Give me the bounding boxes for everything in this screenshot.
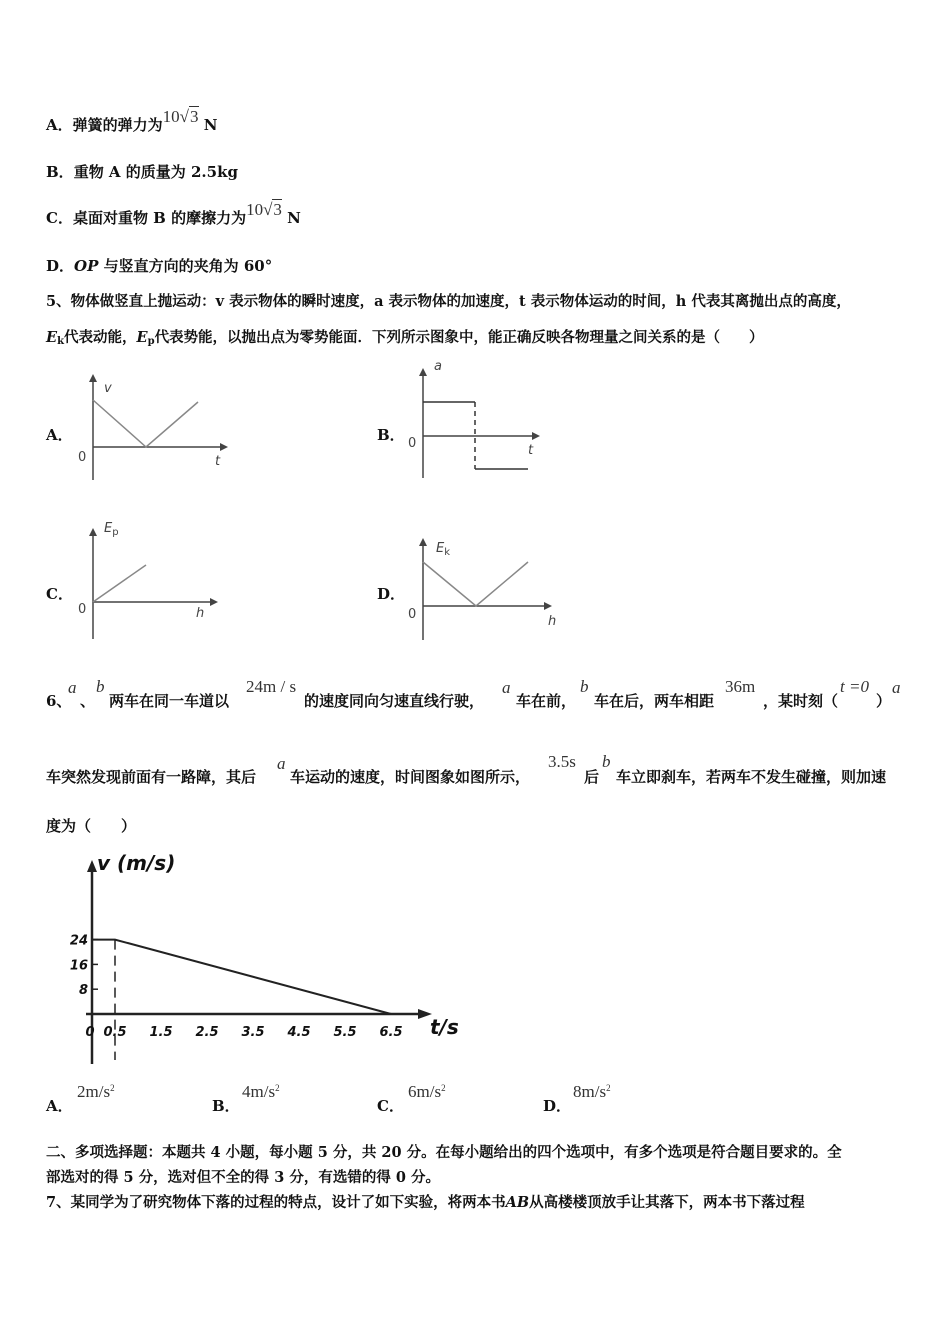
vt-chart xyxy=(60,848,480,1070)
var-b: b xyxy=(602,752,611,771)
symbol: E xyxy=(46,329,58,346)
unit: N xyxy=(287,209,301,227)
symbol-subscript: p xyxy=(147,336,155,347)
question-number: 6、 xyxy=(46,692,72,710)
var-a: a xyxy=(68,678,77,697)
x-axis-arrow xyxy=(544,602,552,610)
q7-stem xyxy=(46,1191,805,1212)
x-tick-label: 0.5 xyxy=(103,1025,127,1040)
var-b: b xyxy=(96,677,105,696)
option-d xyxy=(46,255,272,276)
option-letter: C． xyxy=(377,1097,404,1115)
graph-b xyxy=(402,356,552,481)
separator: 、 xyxy=(80,692,96,710)
y-axis-label: a xyxy=(434,359,442,374)
question-text: 车突然发现前面有一路障，其后 xyxy=(46,768,257,786)
question-text: 车在后，两车相距 xyxy=(594,692,715,710)
x-axis-label: t xyxy=(528,443,534,458)
question-text: 从高楼楼顶放手让其落下，两本书下落过程 xyxy=(529,1194,805,1211)
var-a: a xyxy=(502,678,511,697)
option-text: 弹簧的弹力为 xyxy=(72,116,163,134)
question-text: 代表势能，以抛出点为零势能面．下列所示图象中，能正确反映各物理量之间关系的是（ ） xyxy=(154,329,764,346)
x-tick-label: 2.5 xyxy=(195,1025,219,1040)
y-axis-arrow xyxy=(419,368,427,376)
graph-option-label: C． xyxy=(46,585,73,603)
y-axis-arrow xyxy=(419,538,427,546)
unit: N xyxy=(203,116,218,134)
question-text: 某同学为了研究物体下落的过程的特点，设计了如下实验，将两本书 xyxy=(70,1194,506,1211)
q5-stem-line1 xyxy=(46,290,851,311)
graph-option-label: B． xyxy=(377,426,405,444)
time-value: 3.5s xyxy=(548,752,576,771)
var-a: a xyxy=(277,754,286,773)
graph-line xyxy=(93,565,146,602)
math-expression: 10√3 xyxy=(162,107,199,126)
x-tick-label: 1.5 xyxy=(149,1025,173,1040)
question-text: 的速度同向匀速直线行驶， xyxy=(304,692,485,710)
option-c-value: $6m/s^2$ xyxy=(408,1082,446,1101)
option-letter: B． xyxy=(46,163,74,181)
origin-label: 0 xyxy=(408,607,417,622)
question-text: 车运动的速度，时间图象如图所示， xyxy=(290,768,531,786)
y-axis-label: $E_k$ xyxy=(436,541,451,558)
y-axis-label: v xyxy=(104,381,112,396)
y-axis-arrow xyxy=(89,528,97,536)
segment-label: OP xyxy=(74,257,99,275)
graph-line xyxy=(93,400,198,447)
option-c xyxy=(46,200,301,228)
question-number: 7、 xyxy=(46,1194,71,1211)
x-axis-label: h xyxy=(548,614,557,629)
origin-label: 0 xyxy=(78,450,87,465)
q5-stem-line2 xyxy=(46,326,764,347)
question-number: 5、 xyxy=(46,293,71,310)
option-letter: D． xyxy=(543,1097,572,1115)
symbol-subscript: k xyxy=(57,336,64,347)
graph-a xyxy=(70,372,240,482)
y-tick-label: 16 xyxy=(69,958,88,974)
speed-value: 24m / s xyxy=(246,677,297,696)
question-text: 两车在同一车道以 xyxy=(109,692,230,710)
option-text: 重物 A 的质量为 2.5kg xyxy=(73,163,238,181)
option-letter: A． xyxy=(46,1097,73,1115)
graph-d xyxy=(402,532,567,642)
var-b: b xyxy=(580,677,589,696)
question-text: 代表动能， xyxy=(64,329,137,346)
question-text: 后 xyxy=(584,768,600,786)
x-axis-arrow xyxy=(210,598,218,606)
symbol: E xyxy=(136,329,148,346)
option-letter: A． xyxy=(46,116,73,134)
option-text: 桌面对重物 B 的摩擦力为 xyxy=(72,209,247,227)
var-a: a xyxy=(892,678,901,697)
section-heading: 二、多项选择题：本题共 4 小题，每小题 5 分，共 20 分。在每小题给出的四个选项中，有多个选项是符合题目要求的。全 xyxy=(46,1144,842,1161)
x-tick-label: 6.5 xyxy=(379,1025,403,1040)
option-d-value: $8m/s^2$ xyxy=(573,1082,611,1101)
y-axis-label: v (m/s) xyxy=(97,851,176,875)
x-tick-label: 0 xyxy=(85,1025,95,1040)
velocity-line xyxy=(92,940,391,1014)
option-b xyxy=(46,161,238,182)
x-axis-label: t xyxy=(215,454,221,469)
graph-option-label: D． xyxy=(377,585,406,603)
y-axis-arrow xyxy=(89,374,97,382)
y-tick-label: 8 xyxy=(78,983,88,999)
option-a-value: $2m/s^2$ xyxy=(77,1082,115,1101)
question-text: 车在前， xyxy=(516,692,577,710)
origin-label: 0 xyxy=(408,436,417,451)
graph-line xyxy=(423,562,528,606)
book-label: AB xyxy=(505,1194,530,1211)
question-text: 物体做竖直上抛运动：v 表示物体的瞬时速度，a 表示物体的加速度，t 表示物体运动的时间，h 代表其离抛出点的高度， xyxy=(70,293,851,310)
math-expression: 10√3 xyxy=(246,200,282,219)
option-letter: C． xyxy=(46,209,73,227)
x-axis-label: h xyxy=(196,606,205,621)
y-tick-label: 24 xyxy=(69,933,88,949)
graph-c xyxy=(70,516,230,641)
option-a xyxy=(46,107,218,135)
option-text: 与竖直方向的夹角为 60° xyxy=(98,257,273,275)
x-axis-arrow xyxy=(532,432,540,440)
x-axis-arrow xyxy=(220,443,228,451)
origin-label: 0 xyxy=(78,602,87,617)
distance-value: 36m xyxy=(725,677,756,696)
question-text: ，某时刻（ xyxy=(763,692,839,710)
option-letter: D． xyxy=(46,257,75,275)
y-axis-arrow xyxy=(87,860,97,872)
question-text: 车立即刹车，若两车不发生碰撞，则加速 xyxy=(616,768,887,786)
x-axis-label: t/s xyxy=(430,1015,459,1039)
x-tick-label: 4.5 xyxy=(287,1025,311,1040)
graph-option-label: A． xyxy=(46,426,73,444)
y-axis-label: $E_p$ xyxy=(104,521,119,538)
x-tick-label: 3.5 xyxy=(241,1025,265,1040)
option-letter: B． xyxy=(212,1097,240,1115)
question-text: 度为（ ） xyxy=(46,817,137,835)
x-tick-label: 5.5 xyxy=(333,1025,357,1040)
option-b-value: $4m/s^2$ xyxy=(242,1082,280,1101)
question-text: ） xyxy=(876,692,892,710)
section-heading: 部选对的得 5 分，选对但不全的得 3 分，有选错的得 0 分。 xyxy=(46,1169,441,1186)
time-zero: t =0 xyxy=(840,677,869,696)
